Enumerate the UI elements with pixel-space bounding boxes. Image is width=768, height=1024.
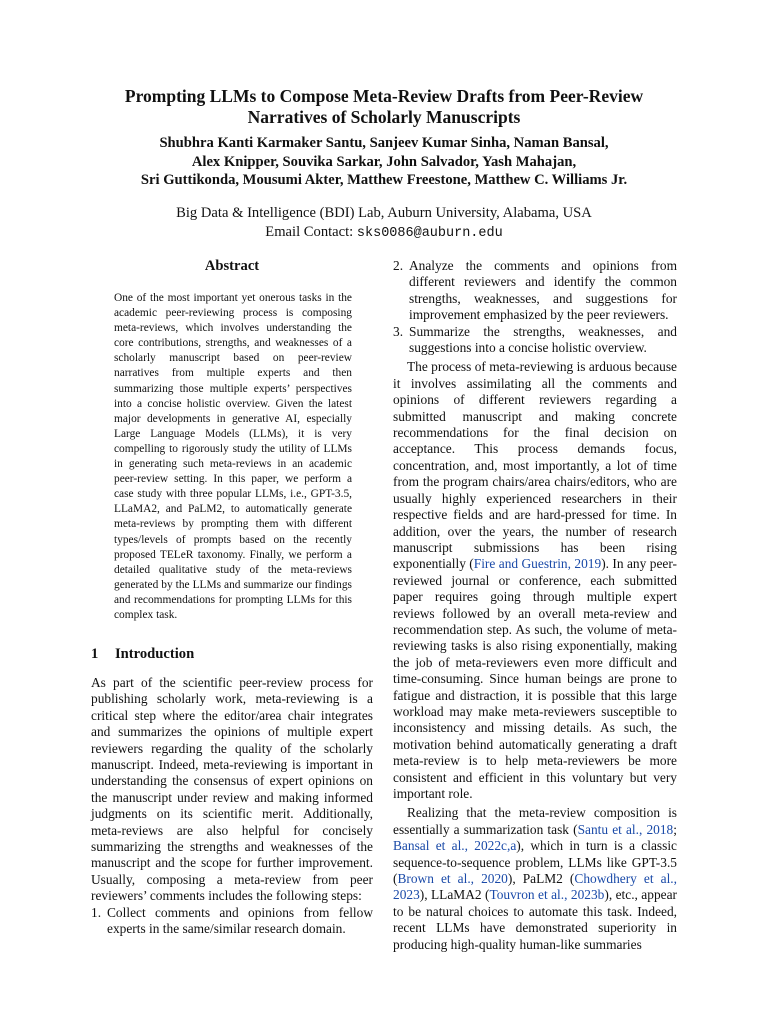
abstract-text: One of the most important yet onerous tasks in the academic peer-reviewing process is composing meta-reviews, which involves understanding the core contributions, strengths, and weaknesses of a scholarly manuscript based on peer-review narratives from multiple experts and then summarizing those multiple experts’ perspectives into a concise holistic overview. Given the latest major developments in generative AI, especially Large Language Models (LLMs), it is very compelling to rigorously study the utility of LLMs in generating such meta-reviews in an academic peer-review setting. In this paper, we perform a case study with three popular LLMs, i.e., GPT-3.5, LLaMA2, and PaLM2, to automatically generate meta-reviews by prompting them with different types/levels of prompts based on the recently proposed TELeR taxonomy. Finally, we perform a detailed qualitative study of the meta-reviews generated by the LLMs and summarize our findings and recommendations for prompting LLMs for this complex task.: [114, 292, 352, 621]
email-address: sks0086@auburn.edu: [356, 225, 503, 241]
section-title: Introduction: [115, 646, 195, 662]
paragraph-text: The process of meta-reviewing is arduous because it involves assimilating all the comments and opinions of different reviewers regarding a submitted manuscript and making concrete recommendations for the final decision on acceptance. This process demands focus, concentration, and, most importantly, a lot of time from the program chairs/area chairs/editors, who are usually highly experienced researchers in their respective fields and are hard-pressed for time. In addition, over the years, the number of research manuscript submissions has been rising exponentially (: [393, 359, 677, 572]
affiliation: Big Data & Intelligence (BDI) Lab, Auburn University, Alabama, USA: [176, 205, 592, 221]
list-item-text: Summarize the strengths, weaknesses, and suggestions into a concise holistic overview.: [409, 323, 677, 356]
citation-link[interactable]: Santu et al., 2018: [577, 821, 674, 837]
title-line-2: Narratives of Scholarly Manuscripts: [247, 107, 521, 127]
list-item-number: 3.: [393, 323, 404, 339]
citation-link[interactable]: Bansal et al., 2022c,a: [393, 838, 517, 854]
paragraph-text: Realizing that the meta-review composition is essentially a summarization task (: [393, 805, 677, 837]
list-item-text: Analyze the comments and opinions from different reviewers and identify the common strengths, weaknesses, and suggestions for improvement emphasized by the peer reviewers.: [409, 258, 677, 323]
steps-list: [91, 905, 373, 938]
section-heading-introduction: [91, 646, 371, 663]
list-item: [393, 258, 677, 324]
email-label: Email Contact:: [265, 223, 354, 240]
authors-line-1: Shubhra Kanti Karmaker Santu, Sanjeev Kumar Sinha, Naman Bansal,: [159, 135, 609, 151]
email-line: [60, 223, 708, 244]
paragraph-text: ), PaLM2 (: [507, 871, 575, 887]
list-item: [393, 324, 677, 357]
authors-line-2: Alex Knipper, Souvika Sarkar, John Salvador, Yash Mahajan,: [191, 153, 577, 170]
list-item: [91, 905, 373, 938]
paragraph-text: ), which in turn is a classic sequence-to-sequence problem, LLMs like GPT-3.5 (: [393, 838, 677, 887]
list-item-number: 1.: [91, 904, 102, 920]
citation-link[interactable]: Touvron et al., 2023b: [489, 887, 605, 903]
authors-line-3: Sri Guttikonda, Mousumi Akter, Matthew Freestone, Matthew C. Williams Jr.: [140, 172, 628, 188]
list-item-number: 2.: [393, 258, 404, 273]
paragraph-text: ), LLaMA2 (: [419, 887, 490, 903]
intro-paragraph-2: [393, 359, 677, 802]
citation-link[interactable]: Brown et al., 2020: [397, 871, 508, 887]
author-list: [60, 134, 708, 190]
title-line-1: Prompting LLMs to Compose Meta-Review Drafts from Peer-Review: [124, 86, 644, 106]
abstract-heading: Abstract: [204, 258, 260, 274]
paper-title: [60, 86, 708, 128]
citation-link[interactable]: Fire and Guestrin, 2019: [473, 556, 602, 572]
paragraph-text: ). In any peer-reviewed journal or conference, each submitted paper requires going through multiple expert reviews followed by an overall meta-review and recommendation step. As such, the volume of meta-reviewing tasks is also rising exponentially, making the job of meta-reviewers even more difficult and time-consuming. Since human beings are prone to fatigue and distraction, it is possible that this large workload may make meta-reviewers susceptible to inconsistency and missing details. As such, the motivation behind automatically generating a draft meta-review is to help meta-reviewers be more consistent and efficient in this voluntary but very important role.: [393, 556, 677, 801]
citation-link[interactable]: Chowdhery et al., 2023: [393, 871, 677, 903]
paragraph-text: ), etc., appear to be natural choices to automate this task. Indeed, recent LLMs have demonstrated superiority in producing high-quality human-like summaries: [393, 887, 677, 952]
left-column-body: [91, 675, 373, 938]
section-number: 1: [91, 646, 99, 662]
steps-list-continued: [393, 258, 677, 356]
intro-paragraph-1: As part of the scientific peer-review process for publishing scholarly work, meta-reviewing is a critical step where the editor/area chair integrates and summarizes the opinions of multiple expert reviewers regarding the quality of the scholarly manuscript. Indeed, meta-reviewing is important in understanding the consensus of expert opinions on the manuscript under review and making informed judgments on its scientific merit. Additionally, meta-reviews are also helpful for concisely summarizing the strengths and weaknesses of the manuscript and the scope for further improvement. Usually, composing a meta-review from peer reviewers’ comments includes the following steps:: [91, 675, 373, 904]
list-item-text: Collect comments and opinions from fellow experts in the same/similar research domain.: [107, 904, 373, 937]
paragraph-text: ;: [673, 821, 677, 837]
intro-paragraph-3: [393, 805, 677, 953]
affiliation-block: [60, 204, 708, 243]
right-column-body: [393, 258, 677, 953]
